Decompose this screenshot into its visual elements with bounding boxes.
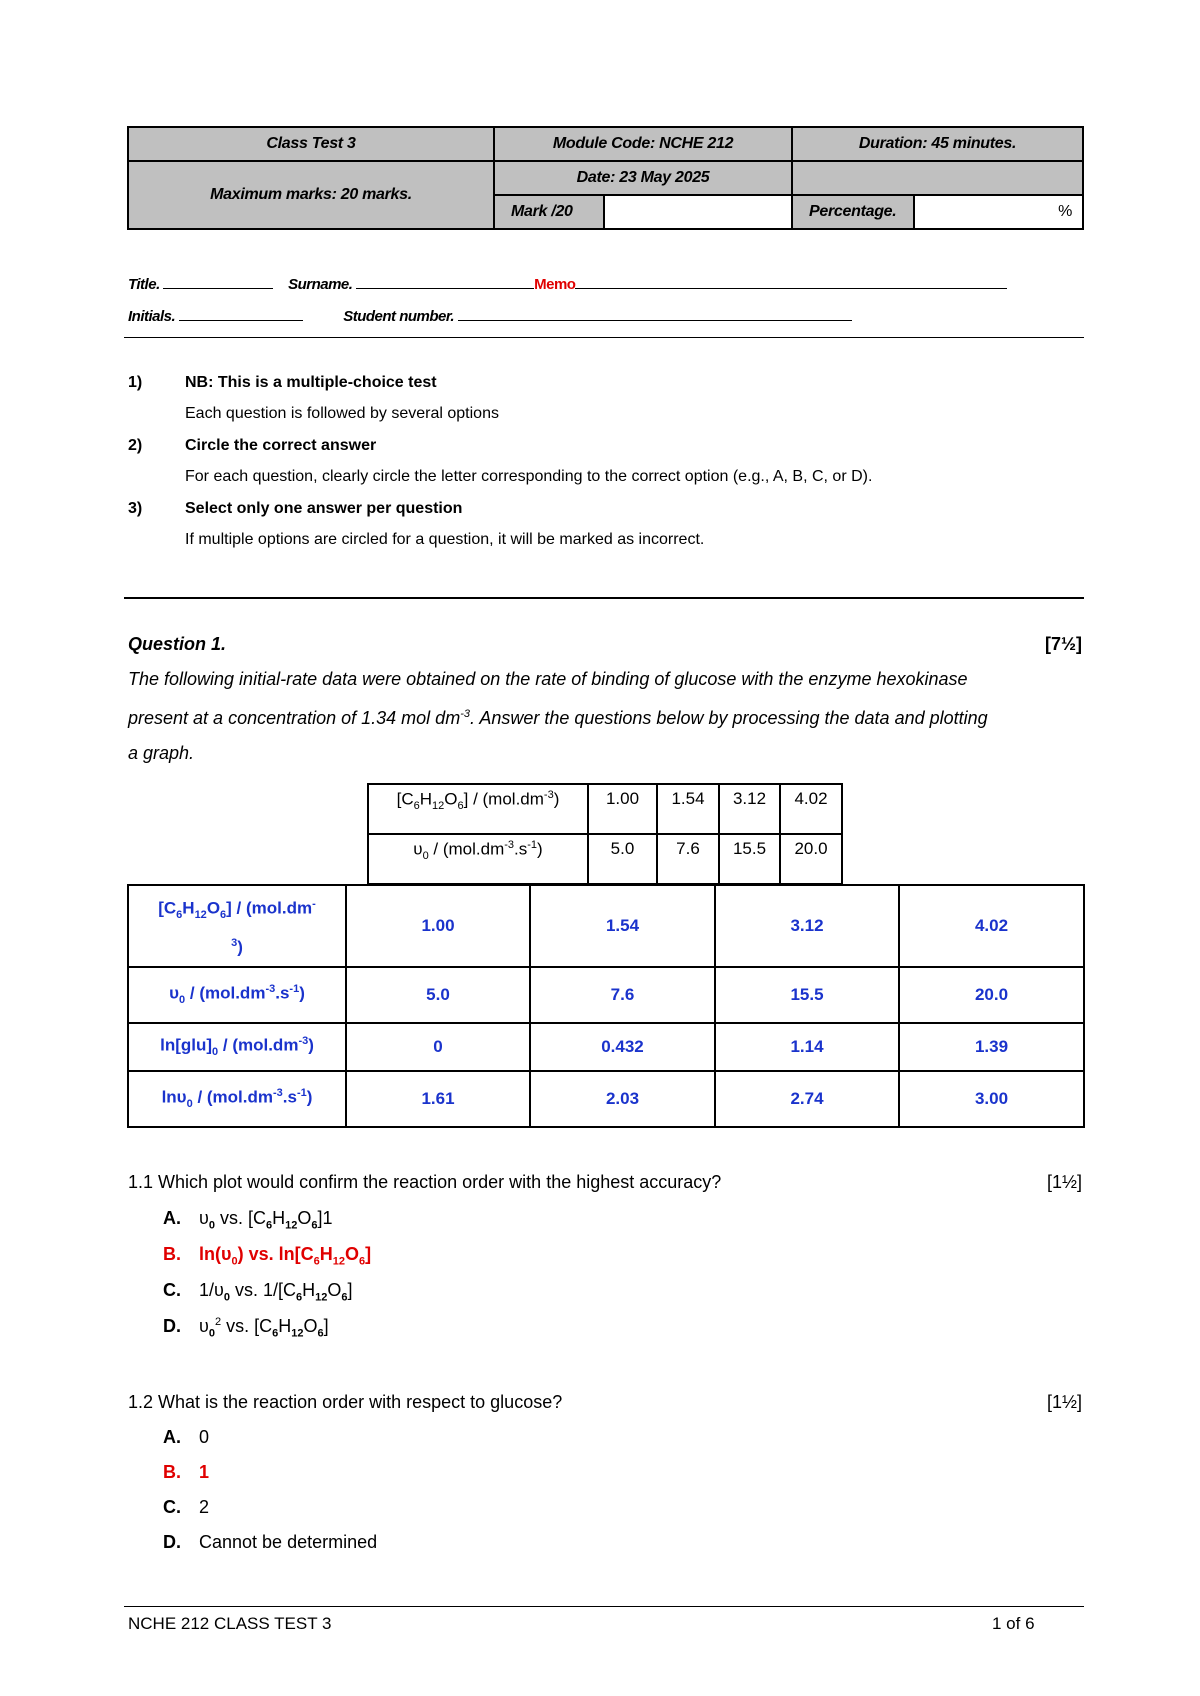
memo-cell: 1.39: [899, 1023, 1084, 1071]
mark-value-cell[interactable]: [604, 195, 792, 229]
memo-cell: 2.03: [530, 1071, 715, 1127]
option-letter: C.: [163, 1497, 181, 1517]
instruction-3-heading: Select only one answer per question: [185, 500, 463, 517]
title-surname-line: [128, 274, 1007, 293]
option-letter: B.: [163, 1462, 181, 1482]
memo-cell: 1.14: [715, 1023, 899, 1071]
surname-field-line[interactable]: [575, 274, 1007, 289]
student-number-label: Student number.: [343, 308, 455, 325]
memo-cell: 0: [346, 1023, 530, 1071]
q1-1-option-b-correct[interactable]: [163, 1244, 371, 1268]
given-data-table: [367, 783, 843, 885]
memo-cell: 3.00: [899, 1071, 1084, 1127]
memo-cell: 7.6: [530, 967, 715, 1023]
question-1-2-marks: [1½]: [1046, 1392, 1082, 1412]
q1-2-option-b-correct[interactable]: [163, 1462, 209, 1483]
question-1-1-text: 1.1 Which plot would confirm the reaction order with the highest accuracy?: [128, 1172, 722, 1192]
given-cell: 7.6: [657, 834, 719, 884]
percentage-value-cell[interactable]: %: [914, 195, 1083, 229]
given-header-rate: $\upsilon_0 / (mol.dm^{-3}.s^{-1})$: [368, 834, 588, 884]
exam-header-table: [127, 126, 1084, 230]
given-cell: 5.0: [588, 834, 657, 884]
question-1-line-2b: . Answer the questions below by processing the data and plotting: [469, 708, 988, 728]
surname-label: Surname.: [288, 276, 353, 293]
given-cell: 3.12: [719, 784, 780, 834]
date-cell: Date: 23 May 2025: [494, 161, 792, 195]
question-1-title: Question 1.: [128, 634, 227, 654]
memo-cell: 1.00: [346, 885, 530, 967]
given-cell: 20.0: [780, 834, 842, 884]
memo-cell: 15.5: [715, 967, 899, 1023]
memo-cell: 5.0: [346, 967, 530, 1023]
initials-student-line: [128, 306, 852, 325]
option-text: $\upsilon_0$ vs. $[C_6H_{12}O_6]1$: [199, 1208, 333, 1232]
question-1-line-3: a graph.: [128, 743, 195, 763]
memo-cell: 20.0: [899, 967, 1084, 1023]
memo-cell: 4.02: [899, 885, 1084, 967]
title-field[interactable]: [163, 274, 273, 289]
question-1-line-2: [128, 697, 1088, 736]
question-1-2-text: 1.2 What is the reaction order with respect to glucose?: [128, 1392, 563, 1412]
option-text: Cannot be determined: [199, 1532, 378, 1552]
given-cell: 4.02: [780, 784, 842, 834]
memo-cell: 1.54: [530, 885, 715, 967]
section-divider: [124, 597, 1084, 599]
question-1-line-2-sup: -3: [460, 708, 470, 720]
duration-cell: Duration: 45 minutes.: [792, 127, 1083, 161]
student-number-field[interactable]: [458, 306, 852, 321]
footer-title: NCHE 212 CLASS TEST 3: [128, 1614, 332, 1633]
memo-cell: 0.432: [530, 1023, 715, 1071]
option-letter: D.: [163, 1316, 181, 1336]
footer-divider: [124, 1606, 1084, 1607]
instruction-2-text: For each question, clearly circle the letter corresponding to the correct option (e.g., A, B, C, or D).: [185, 468, 873, 485]
q1-2-option-d[interactable]: [163, 1532, 377, 1553]
title-label: Title.: [128, 276, 160, 293]
option-text: $\upsilon_0^2$ vs. $[C_6H_{12}O_6]$: [199, 1316, 329, 1340]
q1-1-option-a[interactable]: [163, 1208, 333, 1232]
initials-label: Initials.: [128, 308, 176, 325]
option-letter: D.: [163, 1532, 181, 1552]
option-text: 1: [199, 1462, 210, 1482]
blank-header-cell: [792, 161, 1083, 195]
instruction-3-number: 3): [128, 500, 143, 517]
given-cell: 15.5: [719, 834, 780, 884]
memo-cell: 3.12: [715, 885, 899, 967]
option-text: $\ln(\upsilon_0)$ vs. $\ln[C_6H_{12}O_6]$: [199, 1244, 372, 1268]
memo-data-table: [127, 884, 1085, 1128]
memo-header-glucose: $[C_6H_{12}O_6] / (mol.dm^-$ $^3$): [128, 885, 346, 967]
memo-header-ln-rate: $\ln\upsilon_0 / (mol.dm^{-3}.s^{-1})$: [128, 1071, 346, 1127]
question-1-marks: [7½]: [1044, 634, 1082, 654]
instruction-2-heading: Circle the correct answer: [185, 437, 377, 454]
memo-label: Memo: [534, 276, 576, 293]
q1-1-option-c[interactable]: [163, 1280, 353, 1304]
class-test-cell: Class Test 3: [128, 127, 494, 161]
initials-field[interactable]: [179, 306, 303, 321]
memo-header-rate: $\upsilon_0 / (mol.dm^{-3}.s^{-1})$: [128, 967, 346, 1023]
header-divider: [124, 337, 1084, 338]
instruction-3-text: If multiple options are circled for a question, it will be marked as incorrect.: [185, 531, 705, 548]
memo-header-ln-glu: $\ln[glu]_0 / (mol.dm^{-3})$: [128, 1023, 346, 1071]
question-1-line-2a: present at a concentration of 1.34 mol dm: [128, 708, 461, 728]
instruction-2-number: 2): [128, 437, 143, 454]
given-cell: 1.54: [657, 784, 719, 834]
page-number: 1 of 6: [992, 1614, 1035, 1633]
surname-field-blank[interactable]: [356, 274, 534, 289]
q1-2-option-c[interactable]: [163, 1497, 209, 1518]
percentage-label-cell: Percentage.: [792, 195, 914, 229]
question-1-line-1: The following initial-rate data were obtained on the rate of binding of glucose with the enzyme hexokinase: [128, 669, 968, 689]
option-letter: C.: [163, 1280, 181, 1300]
memo-cell: 1.61: [346, 1071, 530, 1127]
max-marks-cell: Maximum marks: 20 marks.: [128, 161, 494, 229]
module-code-cell: Module Code: NCHE 212: [494, 127, 792, 161]
instruction-1-text: Each question is followed by several options: [185, 405, 499, 422]
instruction-1-heading: NB: This is a multiple-choice test: [185, 374, 437, 391]
option-letter: A.: [163, 1208, 181, 1228]
given-header-glucose: $[C_6H_{12}O_6] / (mol.dm^{-3})$: [368, 784, 588, 834]
option-letter: B.: [163, 1244, 181, 1264]
mark-label-cell: Mark /20: [494, 195, 604, 229]
question-1-text: [128, 662, 1088, 771]
option-text: $1/\upsilon_0$ vs. $1/[C_6H_{12}O_6]$: [199, 1280, 353, 1304]
memo-cell: 2.74: [715, 1071, 899, 1127]
given-cell: 1.00: [588, 784, 657, 834]
q1-1-option-d[interactable]: [163, 1316, 329, 1340]
option-text: 0: [199, 1427, 210, 1447]
option-letter: A.: [163, 1427, 181, 1447]
option-text: 2: [199, 1497, 210, 1517]
instruction-1-number: 1): [128, 374, 143, 391]
question-1-1-marks: [1½]: [1046, 1172, 1082, 1192]
q1-2-option-a[interactable]: [163, 1427, 209, 1448]
